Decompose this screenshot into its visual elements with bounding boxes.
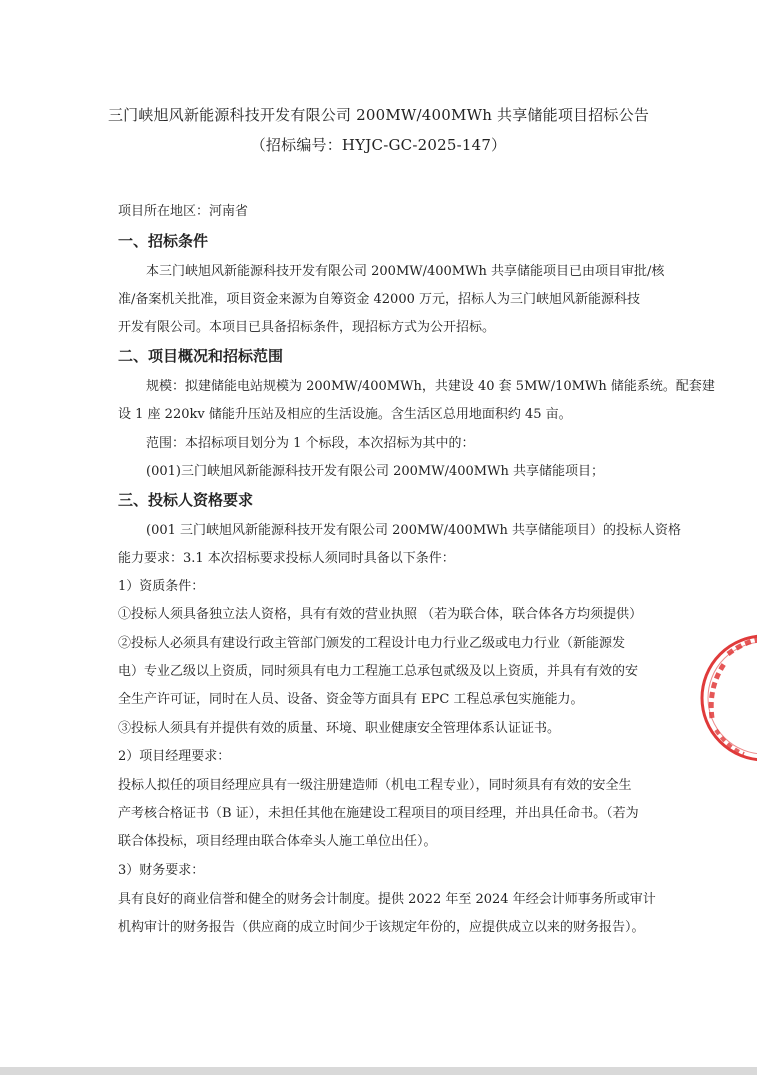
section-1-heading: 一、招标条件 xyxy=(118,232,209,250)
document-title: 三门峡旭风新能源科技开发有限公司 200MW/400MWh 共享储能项目招标公告 xyxy=(107,106,650,124)
finance-line: 机构审计的财务报告（供应商的成立时间少于该规定年份的，应提供成立以来的财务报告）。 xyxy=(118,920,645,935)
s3-intro-line: (001 三门峡旭风新能源科技开发有限公司 200MW/400MWh 共享储能项目）的投标人资格 xyxy=(146,523,682,538)
manager-label: 2）项目经理要求： xyxy=(118,749,231,764)
s1-paragraph-line: 开发有限公司。本项目已具备招标条件，现招标方式为公开招标。 xyxy=(118,320,496,335)
manager-line: 投标人拟任的项目经理应具有一级注册建造师（机电工程专业），同时须具有有效的安全生 xyxy=(118,778,632,793)
finance-label: 3）财务要求： xyxy=(118,863,205,878)
tender-number: （招标编号：HYJC-GC-2025-147） xyxy=(250,136,507,154)
seal-stamp-icon xyxy=(694,628,757,768)
s2-lot-line: (001)三门峡旭风新能源科技开发有限公司 200MW/400MWh 共享储能项目； xyxy=(146,464,604,479)
project-location: 项目所在地区：河南省 xyxy=(118,204,249,219)
finance-line: 具有良好的商业信誉和健全的财务会计制度。提供 2022 年至 2024 年经会计师事务所或审计 xyxy=(118,892,656,907)
s2-scale-line: 设 1 座 220kv 储能升压站及相应的生活设施。含生活区总用地面积约 45 亩。 xyxy=(118,407,572,422)
section-2-heading: 二、项目概况和招标范围 xyxy=(118,347,284,365)
manager-line: 联合体投标，项目经理由联合体牵头人施工单位出任）。 xyxy=(118,834,437,849)
qualification-item-3: ③投标人须具有并提供有效的质量、环境、职业健康安全管理体系认证证书。 xyxy=(118,721,561,736)
manager-line: 产考核合格证书（B 证），未担任其他在施建设工程项目的项目经理，并出具任命书。（若为 xyxy=(118,806,639,821)
section-3-heading: 三、投标人资格要求 xyxy=(118,491,254,509)
page-bottom-edge xyxy=(0,1067,757,1075)
qualification-item-2: 电）专业乙级以上资质，同时须具有电力工程施工总承包贰级及以上资质，并具有有效的安 xyxy=(118,664,639,679)
qualification-item-2: 全生产许可证，同时在人员、设备、资金等方面具有 EPC 工程总承包实施能力。 xyxy=(118,692,584,707)
s2-scale-line: 规模：拟建储能电站规模为 200MW/400MWh，共建设 40 套 5MW/10MWh 储能系统。配套建 xyxy=(146,379,715,394)
s1-paragraph-line: 准/备案机关批准，项目资金来源为自筹资金 42000 万元，招标人为三门峡旭风新能源科技 xyxy=(118,292,641,307)
qualification-label: 1）资质条件： xyxy=(118,579,205,594)
s1-paragraph-line: 本三门峡旭风新能源科技开发有限公司 200MW/400MWh 共享储能项目已由项目审批/核 xyxy=(146,264,665,279)
qualification-item-2: ②投标人必须具有建设行政主管部门颁发的工程设计电力行业乙级或电力行业（新能源发 xyxy=(118,636,626,651)
s2-scope-line: 范围：本招标项目划分为 1 个标段，本次招标为其中的： xyxy=(146,436,475,451)
s3-intro-line: 能力要求：3.1 本次招标要求投标人须同时具备以下条件： xyxy=(118,551,455,566)
qualification-item-1: ①投标人须具备独立法人资格，具有有效的营业执照 （若为联合体，联合体各方均须提供） xyxy=(118,607,643,622)
